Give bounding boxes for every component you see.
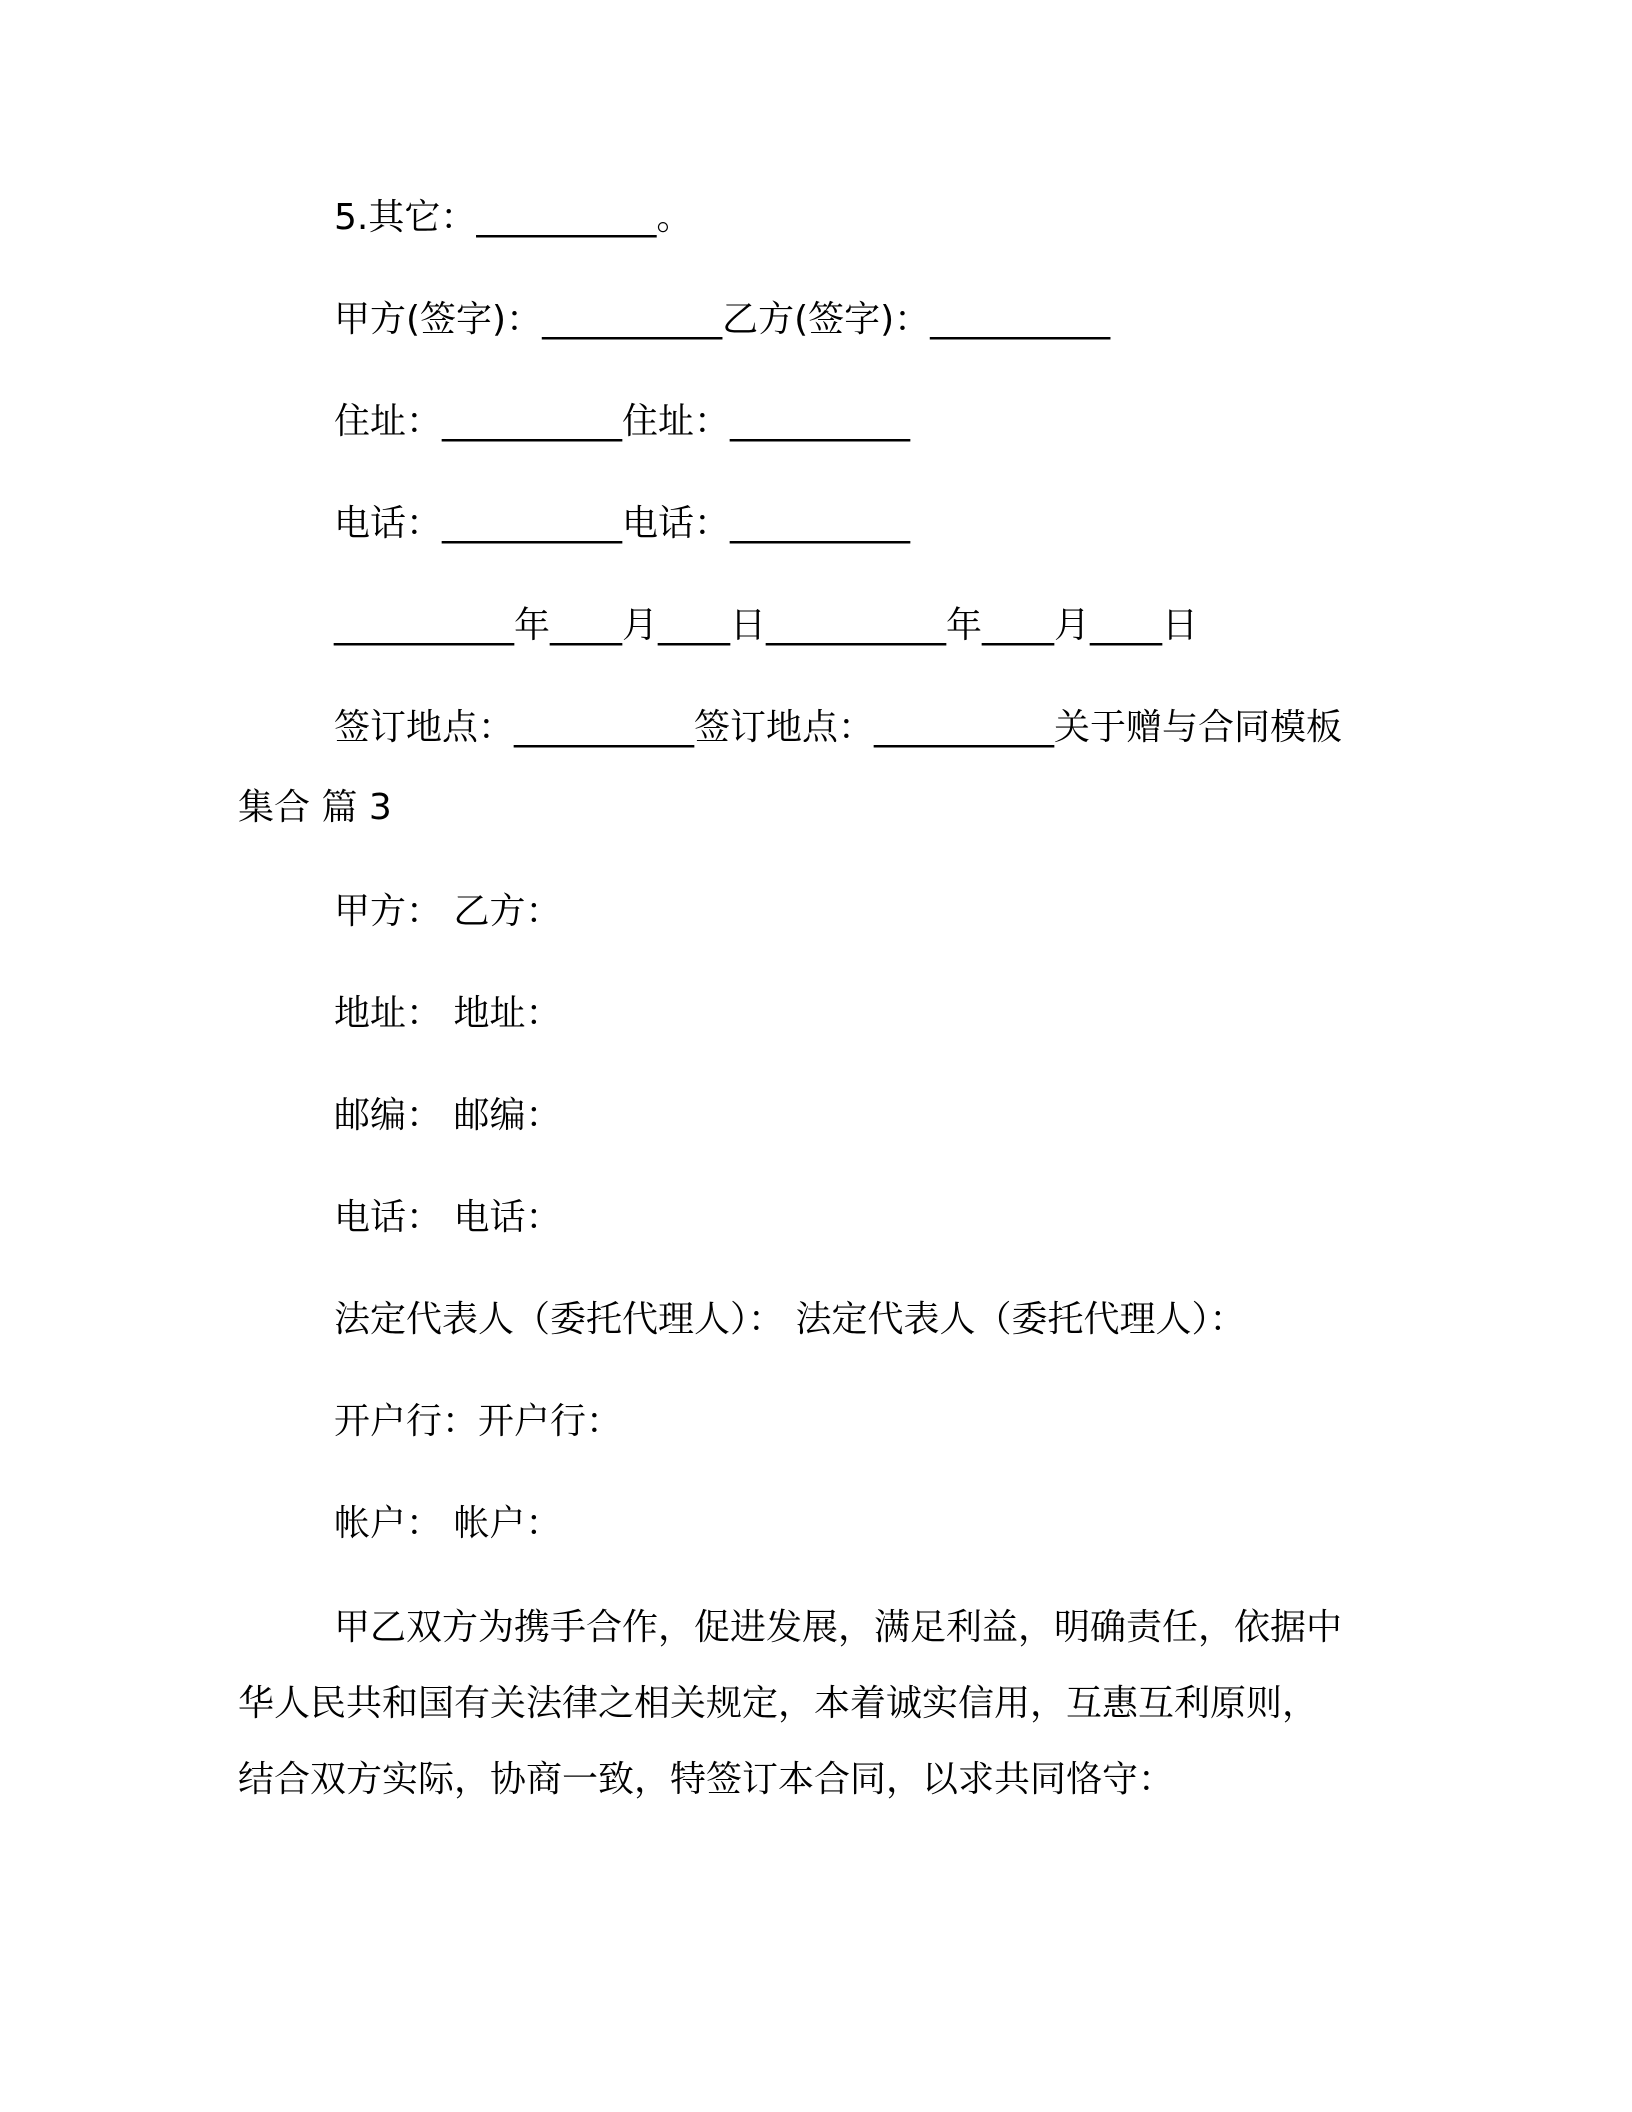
signature-line: 甲方(签字)：__________乙方(签字)：__________ <box>334 299 1111 340</box>
paragraph-line-1: 甲乙双方为携手合作，促进发展，满足利益，明确责任，依据中 <box>334 1607 1343 1648</box>
party-line: 甲方： 乙方： <box>334 891 562 932</box>
postcode-line: 邮编： 邮编： <box>334 1095 562 1136</box>
address-line: 住址：__________住址：__________ <box>334 401 911 442</box>
date-line: __________年____月____日__________年____月____日 <box>334 605 1198 646</box>
paragraph-line-2: 华人民共和国有关法律之相关规定，本着诚实信用，互惠互利原则， <box>238 1683 1319 1724</box>
account-line: 帐户： 帐户： <box>334 1503 562 1544</box>
address-field-line: 地址： 地址： <box>334 993 562 1034</box>
section-heading: 集合 篇 3 <box>238 787 392 828</box>
phone-line: 电话：__________电话：__________ <box>334 503 911 544</box>
bank-line: 开户行：开户行： <box>334 1401 623 1442</box>
paragraph-line-3: 结合双方实际，协商一致，特签订本合同，以求共同恪守： <box>238 1759 1175 1800</box>
legal-representative-line: 法定代表人（委托代理人）： 法定代表人（委托代理人）： <box>334 1299 1246 1340</box>
signing-place-line: 签订地点：__________签订地点：__________关于赠与合同模板 <box>334 707 1343 748</box>
telephone-line: 电话： 电话： <box>334 1197 562 1238</box>
other-clause: 5.其它：__________。 <box>334 197 693 238</box>
